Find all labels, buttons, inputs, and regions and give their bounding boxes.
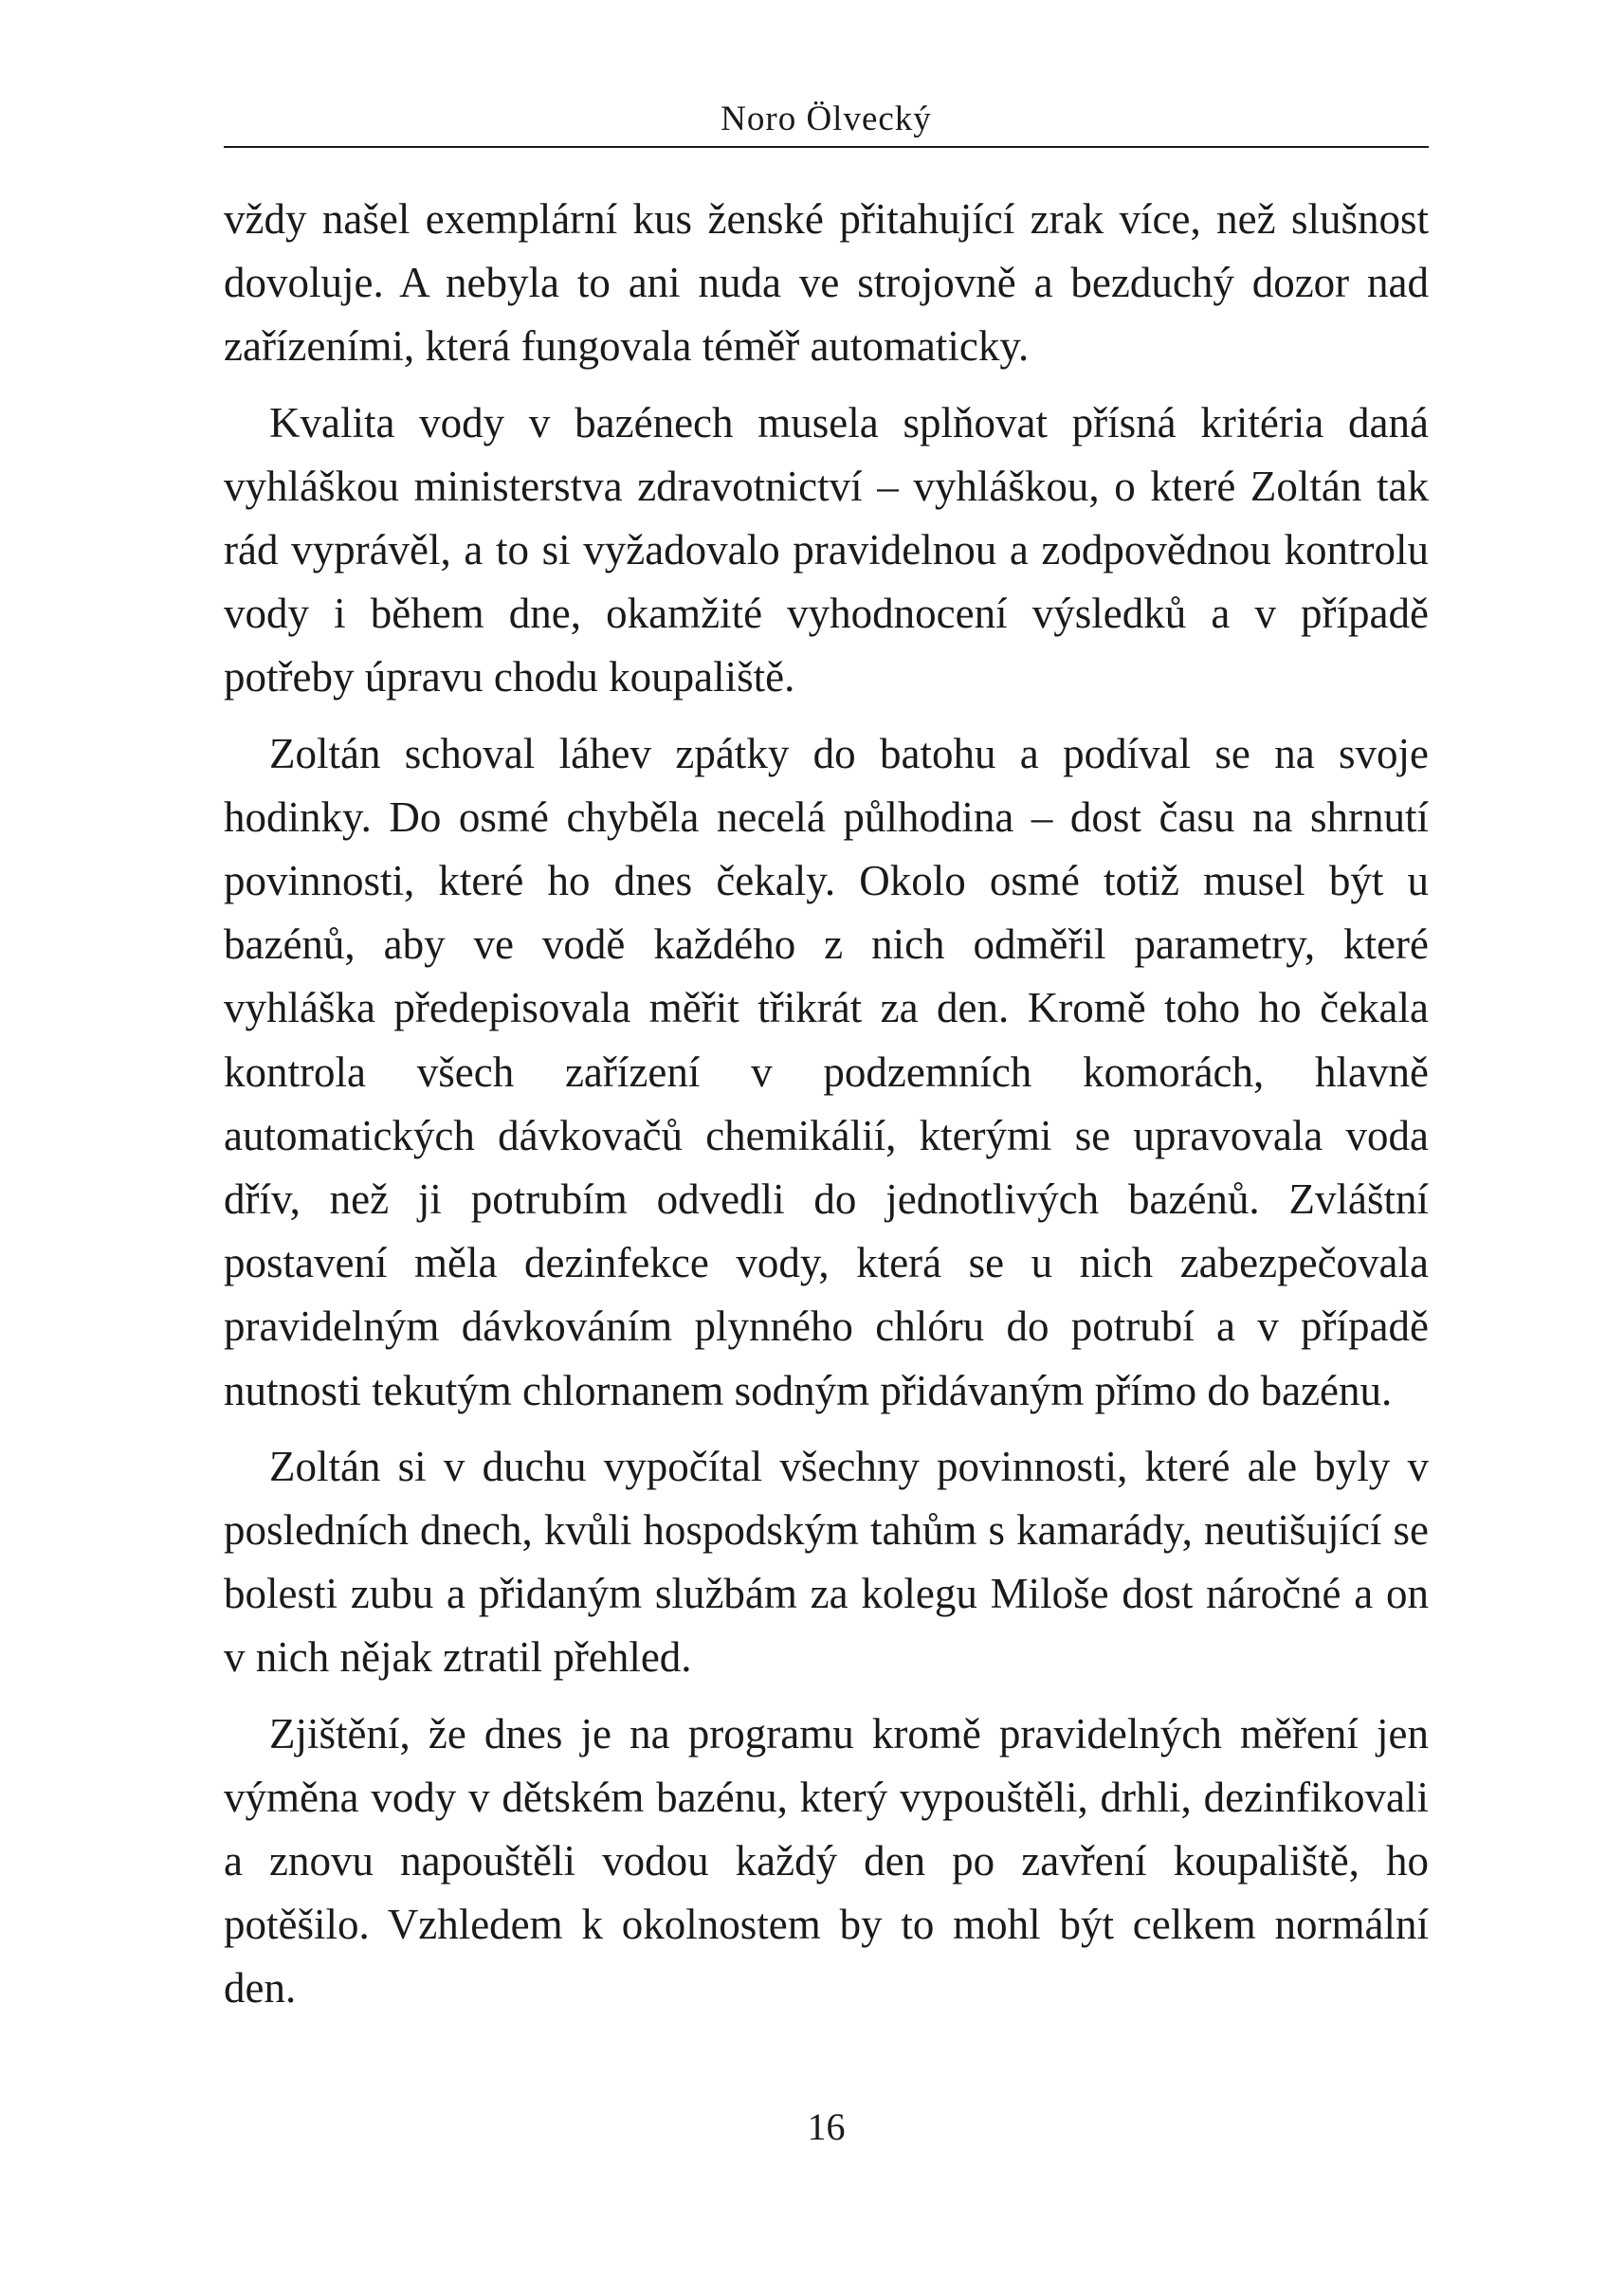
text-body (224, 188, 1429, 2033)
paragraph-5: Zjištění, že dnes je na programu kromě pravidelných měření jen výměna vody v dětském bazénu, který vypouštěli, drhli, dezinfikovali a znovu napouštěli vodou každý den po zavření koupaliště, ho potěšilo. Vzhledem k okolnostem by to mohl být celkem normální den. (224, 1709, 1429, 2013)
paragraph-3: Zoltán schoval láhev zpátky do batohu a podíval se na svoje hodinky. Do osmé chyběla necelá půlhodina – dost času na shrnutí povinnosti, které ho dnes čekaly. Okolo osmé totiž musel být u bazénů, aby ve vodě každého z nich odměřil parametry, které vyhláška předepisovala měřit třikrát za den. Kromě toho ho čekala kontrola všech zařízení v podzemních komorách, hlavně automatických dávkovačů chemikálií, kterými se upravovala voda dřív, než ji potrubím odvedli do jednotlivých bazénů. Zvláštní postavení měla dezinfekce vody, která se u nich zabezpečovala pravidelným dávkováním plynného chlóru do potrubí a v případě nutnosti tekutým chlornanem sodným přidávaným přímo do bazénu. (224, 729, 1429, 1414)
paragraph-1: vždy našel exemplární kus ženské přitahující zrak více, než slušnost dovoluje. A nebyla to ani nuda ve strojovně a bezduchý dozor nad zařízeními, která fungovala téměř automaticky. (224, 195, 1429, 371)
paragraph-2: Kvalita vody v bazénech musela splňovat přísná kritéria daná vyhláškou ministerstva zdravotnictví – vyhláškou, o které Zoltán tak rád vyprávěl, a to si vyžadovalo pravidelnou a zodpovědnou kontrolu vody i během dne, okamžité vyhodnocení výsledků a v případě potřeby úpravu chodu koupaliště. (224, 398, 1429, 701)
running-header: Noro Ölvecký (721, 100, 932, 138)
header-rule (224, 146, 1429, 148)
paragraph-4: Zoltán si v duchu vypočítal všechny povinnosti, které ale byly v posledních dnech, kvůli hospodským tahům s kamarády, neutišující se bolesti zubu a přidaným službám za kolegu Miloše dost náročné a on v nich nějak ztratil přehled. (224, 1442, 1429, 1682)
page-number: 16 (807, 2105, 846, 2148)
